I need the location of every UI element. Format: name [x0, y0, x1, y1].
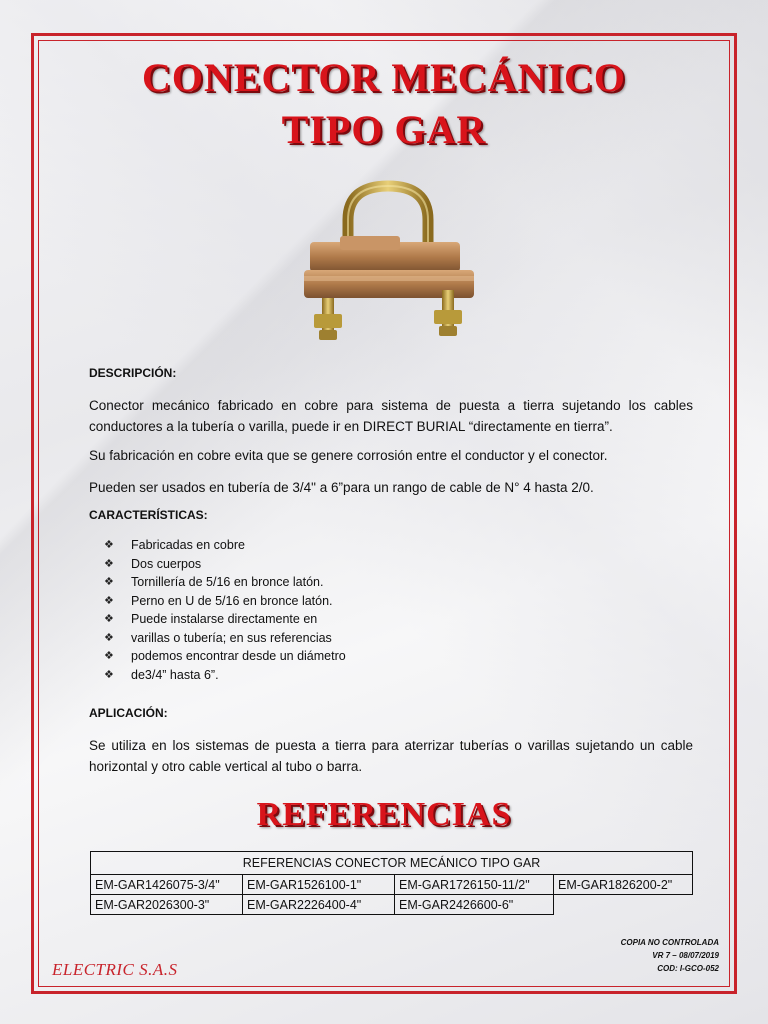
title-line-1: CONECTOR MECÁNICO	[141, 55, 627, 100]
document-control-note	[621, 936, 719, 975]
list-item: ❖ de3/4” hasta 6”.	[104, 666, 346, 685]
company-brand: ELECTRIC S.A.S	[52, 960, 178, 979]
table-cell: EM-GAR2026300-3"	[91, 895, 243, 915]
list-item: ❖ varillas o tubería; en sus referencias	[104, 629, 346, 648]
table-header-row	[91, 852, 693, 875]
list-item: ❖ Tornillería de 5/16 en bronce latón.	[104, 573, 346, 592]
table-cell-empty	[554, 895, 693, 915]
references-table	[90, 851, 693, 915]
copy-status: COPIA NO CONTROLADA	[620, 938, 719, 947]
application-paragraph: Se utiliza en los sistemas de puesta a tierra para aterrizar tuberías o varillas sujetando un cable horizontal y otro cable vertical al tubo o barra.	[89, 738, 693, 774]
table-cell: EM-GAR2226400-4"	[243, 895, 395, 915]
table-title: REFERENCIAS CONECTOR MECÁNICO TIPO GAR	[91, 852, 693, 875]
title-line-2: TIPO GAR	[281, 107, 487, 152]
version-date: VR 7 – 08/07/2019	[652, 951, 719, 960]
list-item: ❖ Dos cuerpos	[104, 555, 346, 574]
description-label: DESCRIPCIÓN:	[89, 366, 177, 380]
description-paragraph-1: Conector mecánico fabricado en cobre para sistema de puesta a tierra sujetando los cables conductores a la tubería o varilla, puede ir en DIRECT BURIAL “directamente en tierra”.	[89, 398, 693, 434]
list-item: ❖ podemos encontrar desde un diámetro	[104, 647, 346, 666]
gar-connector-image	[300, 180, 480, 350]
description-paragraph-2: Su fabricación en cobre evita que se genere corrosión entre el conductor y el conector.	[89, 448, 608, 463]
features-label: CARACTERÍSTICAS:	[89, 508, 208, 522]
references-heading: REFERENCIAS	[256, 796, 512, 833]
table-cell: EM-GAR2426600-6"	[395, 895, 554, 915]
description-paragraph-3: Pueden ser usados en tubería de 3/4" a 6”para un rango de cable de N° 4 hasta 2/0.	[89, 480, 594, 495]
table-row	[91, 875, 693, 895]
list-item: ❖ Fabricadas en cobre	[104, 536, 346, 555]
list-item: ❖ Perno en U de 5/16 en bronce latón.	[104, 592, 346, 611]
table-cell: EM-GAR1726150-11/2"	[395, 875, 554, 895]
features-list	[104, 536, 346, 684]
table-cell: EM-GAR1826200-2"	[554, 875, 693, 895]
document-code: COD: I-GCO-052	[657, 964, 719, 973]
table-cell: EM-GAR1426075-3/4"	[91, 875, 243, 895]
application-label: APLICACIÓN:	[89, 706, 168, 720]
table-row	[91, 895, 693, 915]
table-cell: EM-GAR1526100-1"	[243, 875, 395, 895]
list-item: ❖ Puede instalarse directamente en	[104, 610, 346, 629]
